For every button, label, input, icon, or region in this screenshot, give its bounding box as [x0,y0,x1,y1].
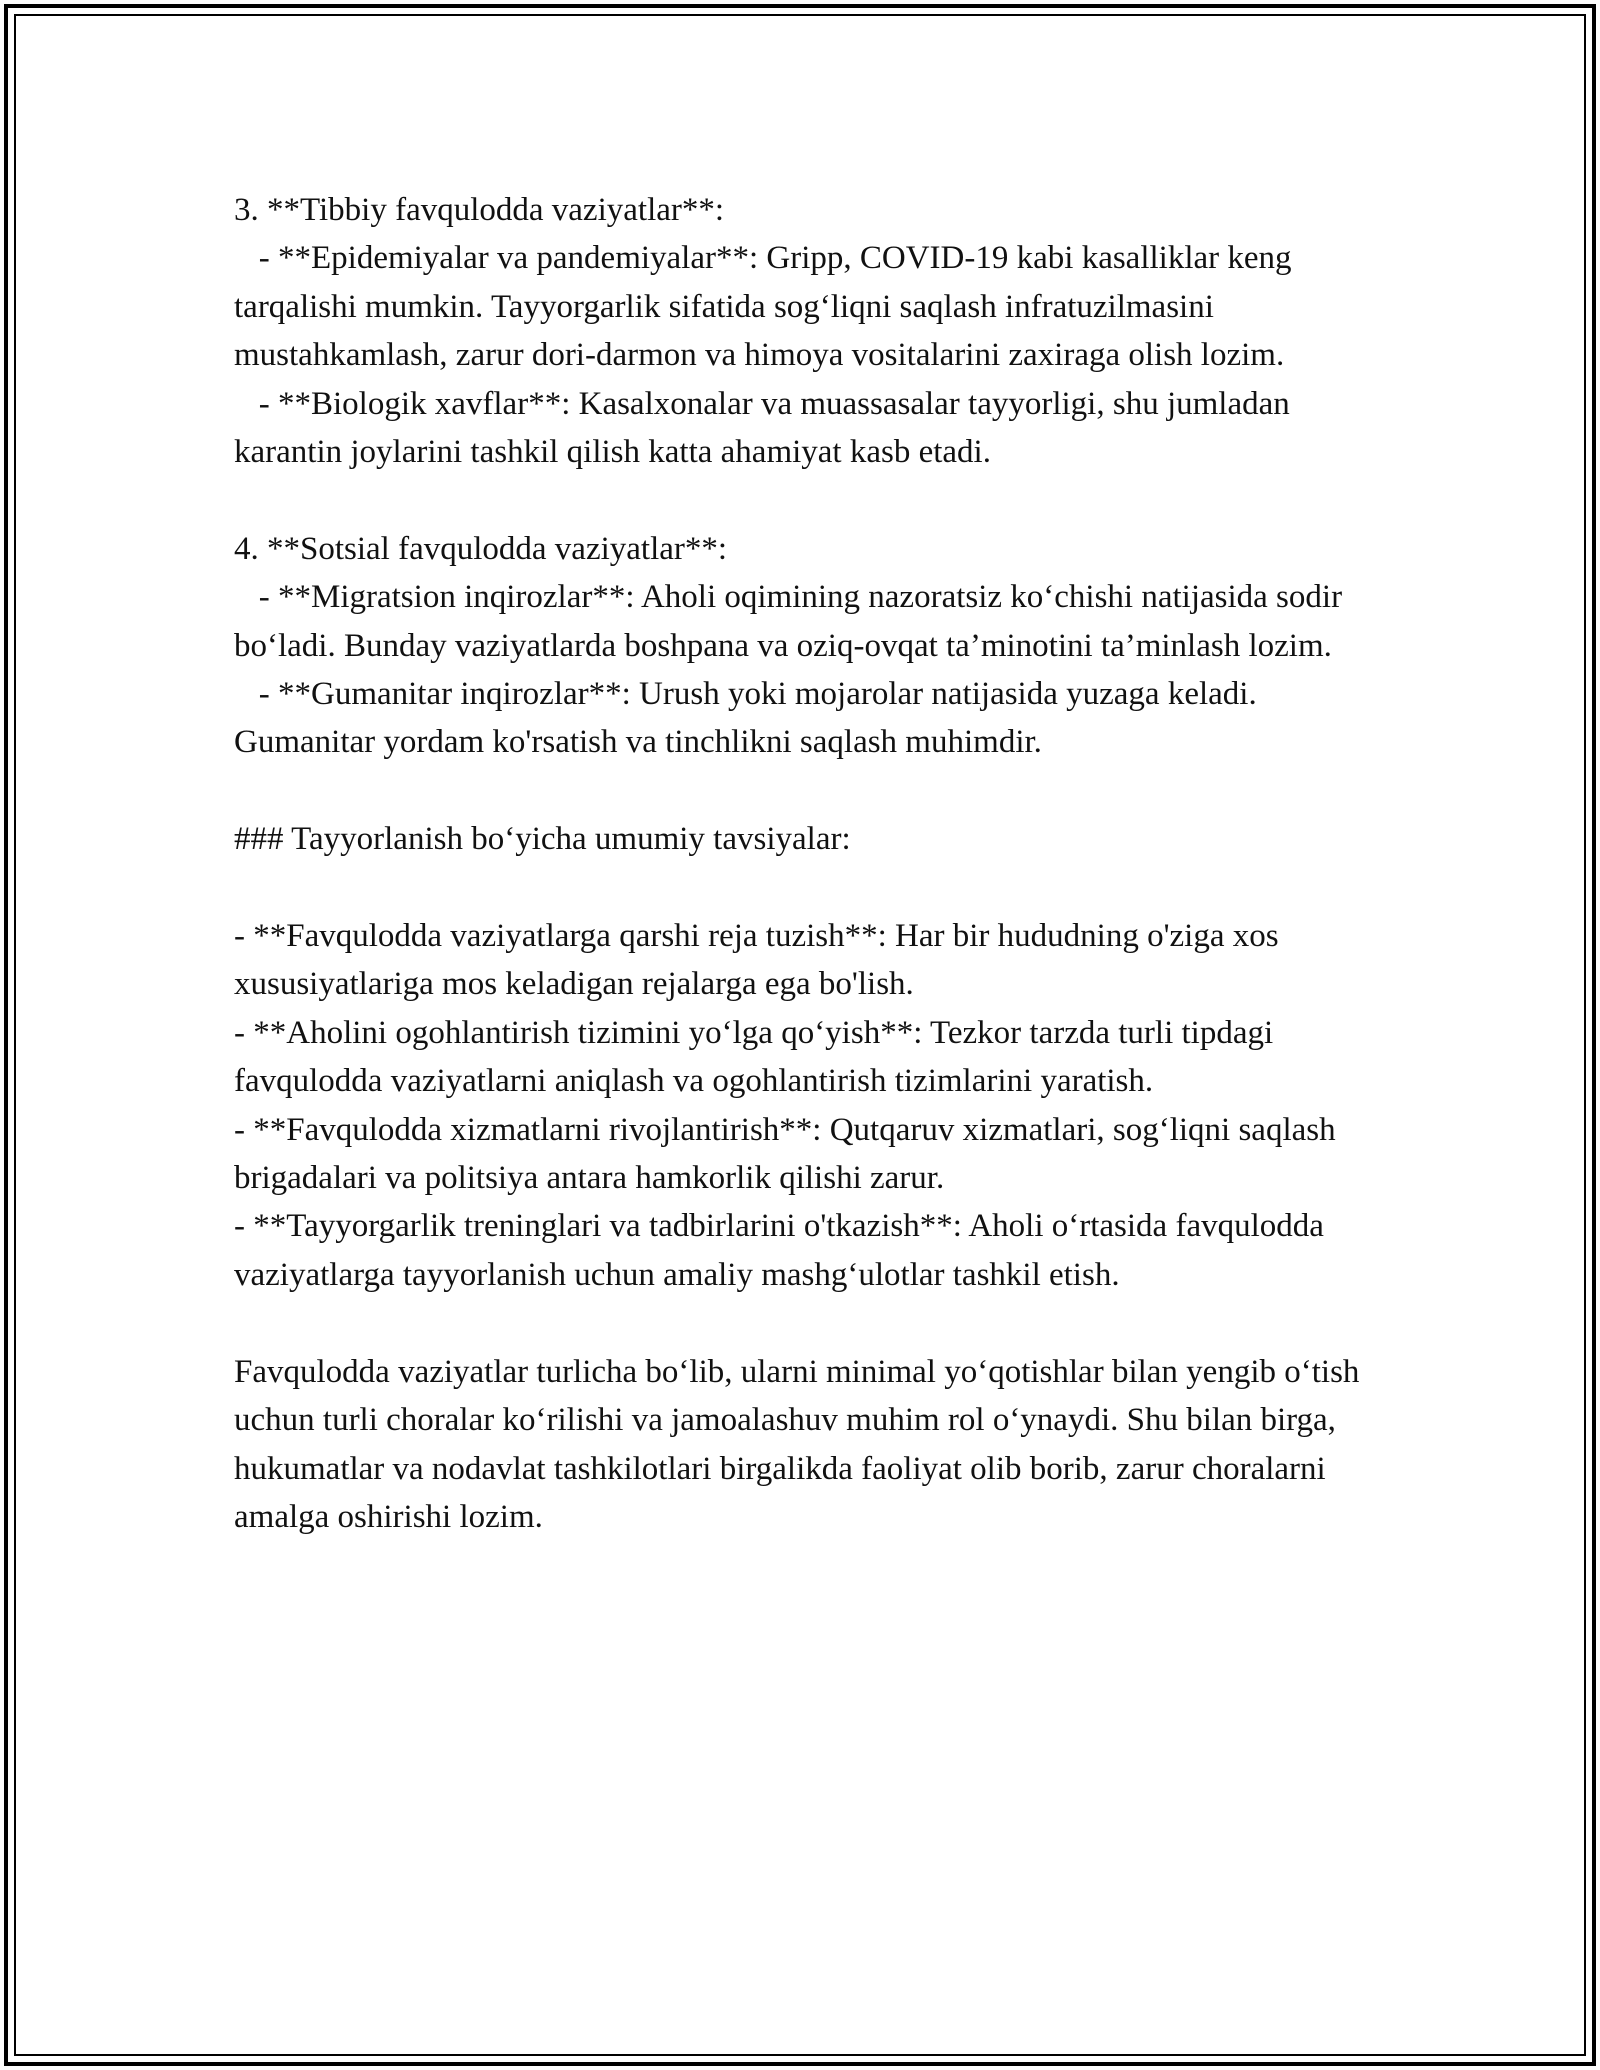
section-3-item-biological: - **Biologik xavflar**: Kasalxonalar va muassasalar tayyorligi, shu jumladan karantin joylarini tashkil qilish katta ahamiyat kasb etadi. [234,385,1298,471]
section-4-item-humanitarian: - **Gumanitar inqirozlar**: Urush yoki mojarolar natijasida yuzaga keladi. Gumanitar yordam ko'rsatish va tinchlikni saqlash muhimdir. [234,676,1265,761]
spacer [234,476,1374,524]
spacer [234,1299,1374,1347]
section-3-item-epidemics: - **Epidemiyalar va pandemiyalar**: Gripp, COVID-19 kabi kasalliklar keng tarqalishi mumkin. Tayyorgarlik sifatida sog‘liqni saqlash infratuzilmasini mustahkamlash, zarur dori-darmon va himoya vositalarini zaxiraga olish lozim. [234,240,1300,374]
recommendation-emergency-services: - **Favqulodda xizmatlarni rivojlantirish**: Qutqaruv xizmatlari, sog‘liqni saqlash brigadalari va politsiya antara hamkorlik qilishi zarur. [234,1111,1344,1197]
section-3-heading: 3. **Tibbiy favqulodda vaziyatlar**: [234,192,725,228]
spacer [234,864,1374,912]
conclusion-paragraph: Favqulodda vaziyatlar turlicha bo‘lib, ularni minimal yo‘qotishlar bilan yengib o‘tish uchun turli choralar ko‘rilishi va jamoalashuv muhim rol o‘ynaydi. Shu bilan birga, hukumatlar va nodavlat tashkilotlari birgalikda faoliyat olib borib, zarur choralarni amalga oshirishi lozim. [234,1353,1368,1535]
section-4-item-migration: - **Migratsion inqirozlar**: Aholi oqimining nazoratsiz ko‘chishi natijasida sodir bo‘ladi. Bunday vaziyatlarda boshpana va oziq-ovqat ta’minotini ta’minlash lozim. [234,579,1351,664]
document-body [234,186,1374,1541]
recommendation-trainings: - **Tayyorgarlik treninglari va tadbirlarini o'tkazish**: Aholi o‘rtasida favqulodda vaziyatlarga tayyorlanish uchun amaliy mashg‘ulotlar tashkil etish. [234,1208,1333,1293]
recommendations-heading: ### Tayyorlanish bo‘yicha umumiy tavsiyalar: [234,821,851,858]
recommendation-warning-system: - **Aholini ogohlantirish tizimini yo‘lga qo‘yish**: Tezkor tarzda turli tipdagi favqulodda vaziyatlarni aniqlash va ogohlantirish tizimlarini yaratish. [234,1014,1282,1100]
recommendation-plan: - **Favqulodda vaziyatlarga qarshi reja tuzish**: Har bir hududning o'ziga xos xususiyatlariga mos keladigan rejalarga ega bo'lish. [234,918,1287,1003]
spacer [234,767,1374,815]
section-4-heading: 4. **Sotsial favqulodda vaziyatlar**: [234,530,728,567]
